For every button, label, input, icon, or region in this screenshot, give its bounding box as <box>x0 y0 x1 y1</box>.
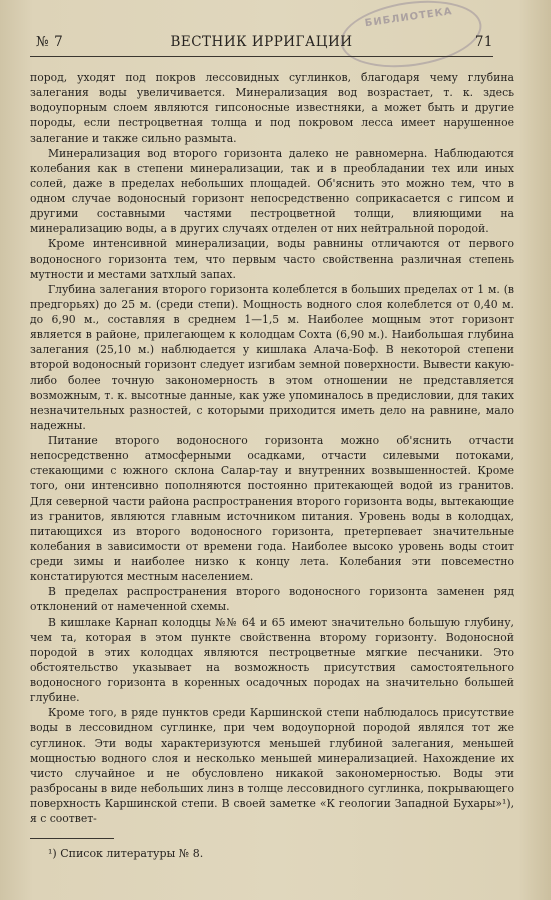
paragraph: Питание второго водоносного горизонта можно об'яснить отчасти непосредственно атмосферными осадками, отчасти силевыми потоками, стекающими с южного склона Салар-тау и внутренних возвышенностей. Кроме того, они интенсивно пополняются постоянно притекающей водой из гранитов. Для северной части района распространения второго горизонта воды, вытекающие из гранитов, являются главным источником питания. Уровень воды в колодцах, питающихся из второго водоносного горизонта, претерпевает значительные колебания в зависимости от времени года. Наиболее высоко уровень воды стоит среди зимы и наиболее низко к концу лета. Колебания эти повсеместно констатируются местным населением. <box>30 434 514 584</box>
issue-number: № 7 <box>36 34 64 50</box>
paragraph: В кишлаке Карнап колодцы №№ 64 и 65 имеют значительно большую глубину, чем та, которая в этом пункте свойственна второму горизонту. Водоносной породой в этих колодцах являются пестроцветные мягкие песчаники. Это обстоятельство указывает на возможность присутствия самостоятельного водоносного горизонта в коренных осадочных породах на значительно большей глубине. <box>30 615 514 705</box>
paragraph: пород, уходят под покров лессовидных суглинков, благодаря чему глубина залегания воды увеличивается. Минерализация вод возрастает, т. к. здесь водоупорным слоем являются гипсоносные известняки, а может быть и другие породы, если пестроцветная толща и под покровом лесса имеет нарушенное залегание и также сильно размыта. <box>30 71 514 145</box>
paragraph: Глубина залегания второго горизонта колеблется в больших пределах от 1 м. (в предгорьях) до 25 м. (среди степи). Мощность водного слоя колеблется от 0,40 м. до 6,90 м., составляя в среднем 1—1,5 м. Наиболее мощным этот горизонт является в районе, прилегающем к колодцам Сохта (6,90 м.). Наибольшая глубина залегания (25,10 м.) наблюдается у кишлака Алача-Боф. В некоторой степени второй водоносный горизонт следует изгибам земной поверхности. Вывести какую-либо более точную закономерность в этом отношении не представляется возможным, т. к. высотные данные, как уже упоминалось в предисловии, для таких незначительных разностей, с которыми приходится иметь дело на равнине, мало надежны. <box>30 282 514 432</box>
paragraph: Кроме того, в ряде пунктов среди Каршинской степи наблюдалось присутствие воды в лессовидном суглинке, при чем водоупорной породой являлся тот же суглинок. Эти воды характеризуются меньшей глубиной залегания, меньшей мощностью водного слоя и несколько меньшей минерализацией. Нахождение их чисто случайное и не обусловлено никакой закономерностью. Воды эти разбросаны в виде небольших линз в толще лессовидного суглинка, покрывающего поверхность Каршинской степи. В своей заметке «К геологии Западной Бухары»¹), я с соответ- <box>30 706 514 826</box>
page-number: 71 <box>474 34 493 50</box>
running-header <box>30 34 493 54</box>
journal-title: ВЕСТНИК ИРРИГАЦИИ <box>170 34 353 50</box>
footnote-rule <box>30 838 114 839</box>
paragraph: Минерализация вод второго горизонта далеко не равномерна. Наблюдаются колебания как в степени минерализации, так и в преобладании тех или иных солей, даже в пределах небольших площадей. Об'яснить это можно тем, что в одном случае водоносный горизонт непосредственно соприкасается с гипсом и другими составными частями пестроцветной толщи, влияющими на минерализацию воды, а в других случаях отделен от них нейтральной породой. <box>30 146 514 236</box>
header-rule <box>30 56 493 57</box>
paragraph: Кроме интенсивной минерализации, воды равнины отличаются от первого водоносного горизонта тем, что первым часто свойственна различная степень мутности и местами затхлый запах. <box>30 237 514 281</box>
library-stamp-text: БИБЛИОТЕКА <box>364 6 454 30</box>
footnote: ¹) Список литературы № 8. <box>48 847 204 860</box>
paragraph: В пределах распространения второго водоносного горизонта заменен ряд отклонений от намеченной схемы. <box>30 585 514 614</box>
body-text <box>30 70 514 826</box>
